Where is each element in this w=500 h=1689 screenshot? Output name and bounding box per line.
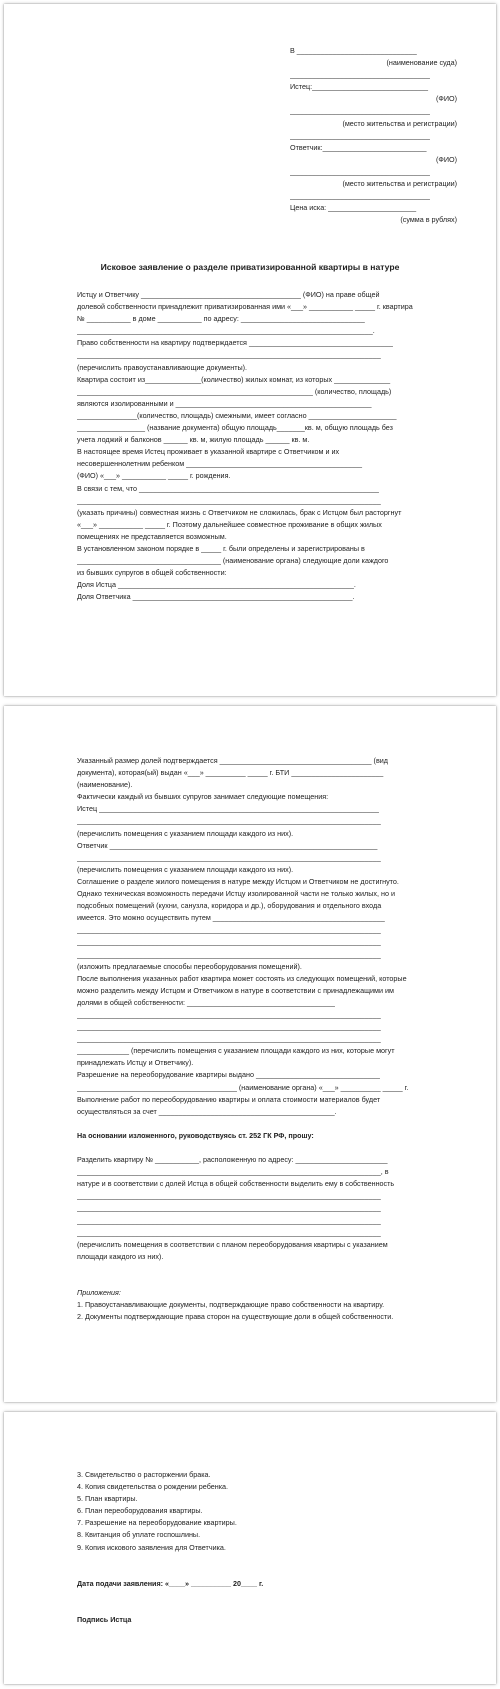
body-line: ________________________________________ (наименование органа) «___» __________ _____ г. (77, 1082, 409, 1092)
body-line: Истец ______________________________________________________________________ (77, 804, 379, 814)
header-line: (место жительства и регистрации) (342, 179, 457, 189)
body-line: Право собственности на квартиру подтверждается ____________________________________ (77, 338, 393, 348)
attachment-item: 2. Документы подтверждающие права сторон на существующие доли в общей собственности. (77, 1312, 394, 1322)
attachment-item: 6. План переоборудования квартиры. (77, 1506, 203, 1516)
header-line: ___________________________________ (290, 166, 430, 176)
spacer (77, 1142, 452, 1154)
body-line: Фактически каждый из бывших супругов занимает следующие помещения: (77, 792, 329, 802)
body-line: В настоящее время Истец проживает в указанной квартире с Ответчиком и их (77, 447, 340, 457)
attachments-continued (77, 1469, 452, 1626)
body-line: (наименование). (77, 780, 133, 790)
body-line: ____________________________________ (наименование органа) следующие доли каждого (77, 556, 389, 566)
body-line: Доля Истца ___________________________________________________________. (77, 580, 356, 590)
header-line: ___________________________________ (290, 106, 430, 116)
spacer (77, 1602, 452, 1614)
body-line: ___________________________________________________________ (количество, площадь) (77, 386, 392, 396)
header-line: (ФИО) (435, 154, 457, 164)
attachment-item: 3. Свидетельство о расторжении брака. (77, 1470, 211, 1479)
body-line: ____________________________________________________________________________ (77, 495, 381, 505)
prayer-line: площади каждого из них). (77, 1251, 164, 1261)
body-line: ____________________________________________________________________________ (77, 816, 381, 826)
body-line: _________________ (название документа) общую площадь_______кв. м, общую площадь без (77, 423, 393, 433)
prayer-line: ____________________________________________________________________________ (77, 1215, 381, 1225)
body-line: Истцу и Ответчику ________________________________________ (ФИО) на праве общей (77, 290, 380, 299)
prayer-line: ____________________________________________________________________________ (77, 1227, 381, 1237)
header-line: (ФИО) (435, 94, 457, 104)
prayer-line: натуре и в соответствии с долей Истца в общей собственности выделить ему в собственность (77, 1179, 395, 1189)
body-line: ____________________________________________________________________________ (77, 937, 381, 947)
body-line: ____________________________________________________________________________ (77, 852, 381, 862)
body-line: __________________________________________________________________________. (77, 326, 375, 336)
prayer-line: ____________________________________________________________________________ (77, 1203, 381, 1213)
claim-body-continued (77, 755, 452, 1323)
body-line: учета лоджий и балконов ______ кв. м, жилую площадь ______ кв. м. (77, 435, 310, 445)
body-line: Разрешение на переоборудование квартиры выдано _______________________________ (77, 1070, 380, 1080)
document-page-3 (4, 1412, 496, 1684)
spacer (77, 1263, 452, 1275)
body-line: «___» ___________ _____ г. Поэтому дальнейшее совместное проживание в общих жилых (77, 519, 382, 529)
body-line: из бывших супругов в общей собственности: (77, 568, 227, 578)
header-line: Истец:_____________________________ (290, 82, 429, 92)
document-title: Исковое заявление о разделе приватизированной квартиры в натуре (100, 262, 400, 272)
spacer (77, 1275, 452, 1287)
spacer (77, 1566, 452, 1578)
spacer (77, 1590, 452, 1602)
body-line: можно разделить между Истцом и Ответчиком в натуре в соответствии с принадлежащими им (77, 985, 394, 995)
header-line: Ответчик:__________________________ (290, 142, 427, 152)
body-line: документа), которая(ый) выдан «___» __________ _____ г. БТИ _______________________ (77, 768, 384, 778)
body-line: ____________________________________________________________________________ (77, 350, 381, 360)
body-line: ____________________________________________________________________________ (77, 925, 381, 935)
prayer-line: ____________________________________________________________________________, в (77, 1167, 389, 1177)
body-line: После выполнения указанных работ квартира может состоять из следующих помещений, которые (77, 973, 407, 983)
claim-body (77, 289, 452, 603)
body-line: Соглашение о разделе жилого помещения в натуре между Истцом и Ответчиком не достигнуто. (77, 876, 399, 886)
body-line: Ответчик ___________________________________________________________________ (77, 840, 378, 850)
body-line: подсобных помещений (кухни, санузла, коридора и др.), оборудования и отдельного входа (77, 901, 382, 911)
header-line: Цена иска: ______________________ (290, 203, 417, 213)
body-line: (перечислить помещения с указанием площади каждого из них). (77, 864, 294, 874)
body-line: долями в общей собственности: _____________________________________ (77, 997, 335, 1007)
prayer-heading: На основании изложенного, руководствуясь ст. 252 ГК РФ, прошу: (77, 1130, 314, 1140)
body-line: ____________________________________________________________________________ (77, 1034, 381, 1044)
body-line: В установленном законом порядке в _____ г. были определены и зарегистрированы в (77, 543, 365, 553)
attachment-item: 7. Разрешение на переоборудование квартиры. (77, 1518, 237, 1528)
header-line: ___________________________________ (290, 130, 430, 140)
body-line: В связи с тем, что ____________________________________________________________ (77, 483, 379, 493)
header-line: ___________________________________ (290, 191, 430, 201)
body-line: несовершеннолетним ребенком ____________________________________________ (77, 459, 363, 469)
body-line: принадлежать Истцу и Ответчику). (77, 1058, 194, 1068)
body-line: Доля Ответчика _______________________________________________________. (77, 592, 355, 602)
body-line: _____________ (перечислить помещения с указанием площади каждого из них, которые могут (77, 1046, 395, 1056)
body-line: имеется. Это можно осуществить путем ___________________________________________ (77, 913, 385, 923)
body-line: Указанный размер долей подтверждается ______________________________________ (вид (77, 756, 388, 765)
body-line: (изложить предлагаемые способы переоборудования помещений). (77, 961, 302, 971)
attachment-item: 1. Правоустанавливающие документы, подтверждающие право собственности на квартиру. (77, 1300, 385, 1310)
prayer-line: Разделить квартиру № ___________, расположенную по адресу: _______________________ (77, 1155, 388, 1165)
header-line: (место жительства и регистрации) (342, 118, 457, 128)
addressee-block (290, 45, 457, 226)
attachment-item: 4. Копия свидетельства о рождении ребенка. (77, 1482, 228, 1492)
body-line: помещениях не представляется возможным. (77, 531, 227, 541)
body-line: _______________(количество, площадь) смежными, имеет согласно ______________________ (77, 410, 397, 420)
body-line: Квартира состоит из______________(количество) жилых комнат, из которых ______________ (77, 374, 391, 384)
body-line: Выполнение работ по переоборудованию квартиры и оплата стоимости материалов будет (77, 1094, 381, 1104)
document-page-1 (4, 4, 496, 696)
prayer-line: (перечислить помещения в соответствии с планом переоборудования квартиры с указанием (77, 1239, 388, 1249)
attachment-item: 5. План квартиры. (77, 1494, 138, 1504)
plaintiff-signature: Подпись Истца (77, 1615, 132, 1625)
body-line: осуществляться за счет ____________________________________________. (77, 1106, 337, 1116)
body-line: № ___________ в доме ___________ по адресу: _______________________________ (77, 314, 365, 324)
body-line: (перечислить правоустанавливающие документы). (77, 362, 248, 372)
body-line: ____________________________________________________________________________ (77, 949, 381, 959)
attachments-heading: Приложения: (77, 1288, 121, 1298)
attachment-item: 8. Квитанция об уплате госпошлины. (77, 1530, 201, 1540)
spacer (77, 1118, 452, 1130)
attachment-item: 9. Копия искового заявления для Ответчика. (77, 1542, 226, 1552)
body-line: ____________________________________________________________________________ (77, 1022, 381, 1032)
body-line: являются изолированными и _________________________________________________ (77, 398, 372, 408)
spacer (77, 1554, 452, 1566)
header-line: (наименование суда) (386, 58, 457, 68)
body-line: (указать причины) совместная жизнь с Ответчиком не сложилась, брак с Истцом был расторгнут (77, 507, 402, 517)
body-line: (ФИО) «___» ___________ _____ г. рождения. (77, 471, 231, 481)
body-line: (перечислить помещения с указанием площади каждого из них). (77, 828, 294, 838)
body-line: ____________________________________________________________________________ (77, 1009, 381, 1019)
body-line: долевой собственности принадлежит приватизированная ими «___» ___________ _____ г. квартира (77, 302, 413, 312)
body-line: Однако техническая возможность передачи Истцу изолированной части не только жилых, но и (77, 889, 395, 899)
header-line: ___________________________________ (290, 70, 430, 80)
prayer-line: ____________________________________________________________________________ (77, 1191, 381, 1201)
header-line: (сумма в рублях) (400, 215, 457, 225)
submission-date: Дата подачи заявления: «____» __________ 20____ г. (77, 1578, 264, 1588)
header-line: В ______________________________ (290, 46, 417, 55)
document-page-2 (4, 706, 496, 1402)
